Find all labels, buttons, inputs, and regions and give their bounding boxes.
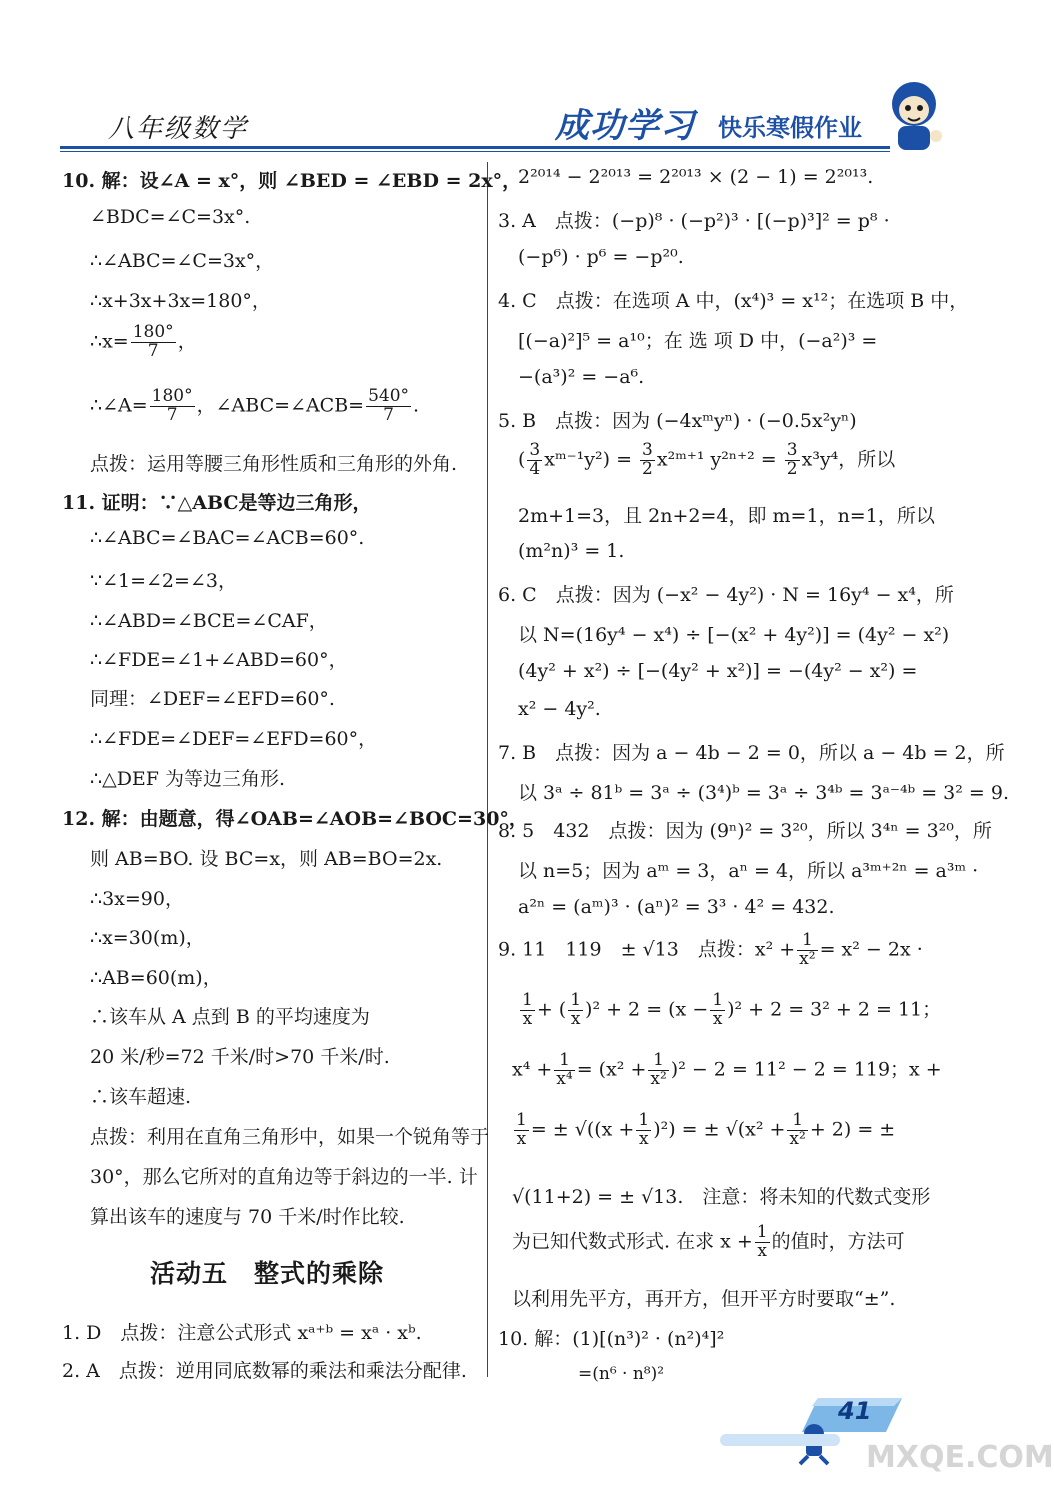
q11-line8: ∴△DEF 为等边三角形.: [90, 768, 286, 790]
r9-l4-b: )²) = ± √(x² +: [653, 1118, 786, 1141]
denominator: x: [516, 1128, 527, 1149]
numerator: 1: [648, 1052, 668, 1071]
numerator: 3: [529, 440, 541, 460]
r9-l4-c: + 2) = ±: [809, 1118, 896, 1141]
q12-tip2: 30°，那么它所对的直角边等于斜边的一半. 计: [90, 1166, 478, 1188]
numerator: 1: [516, 1110, 527, 1130]
q12-line6: ∴该车从 A 点到 B 的平均速度为: [90, 1006, 370, 1028]
brand-title: 成功学习: [555, 106, 695, 146]
numerator: 1: [522, 990, 533, 1010]
watermark: MXQE.COM: [866, 1440, 1054, 1475]
r6-line1: 6. C 点拨：因为 (−x² − 4y²) · N = 16y⁴ − x⁴，所: [498, 584, 954, 606]
fraction: [527, 442, 542, 479]
r4-line1: 4. C 点拨：在选项 A 中，(x⁴)³ = x¹²；在选项 B 中，: [498, 290, 969, 312]
r7-line1: 7. B 点拨：因为 a − 4b − 2 = 0，所以 a − 4b = 2，所: [498, 742, 1005, 764]
q10-tip: 点拨：运用等腰三角形性质和三角形的外角.: [90, 453, 458, 475]
r5-line1: 5. B 点拨：因为 (−4xᵐyⁿ) · (−0.5x²yⁿ): [498, 410, 857, 432]
r9-line1: [498, 932, 923, 969]
r9-l6-a: 为已知代数式形式. 在求 x +: [512, 1230, 753, 1253]
r3-line1: 3. A 点拨：(−p)⁸ · (−p²)³ · [(−p)³]² = p⁸ ·: [498, 210, 890, 232]
r6-line3: (4y² + x²) ÷ [−(4y² + x²)] = −(4y² − x²) =: [518, 660, 918, 682]
denominator: 7: [147, 340, 159, 361]
denominator: 7: [166, 404, 178, 425]
q12-tip3: 算出该车的速度与 70 千米/时作比较.: [90, 1206, 405, 1228]
q10-line6: [90, 388, 419, 425]
q11-line6: 同理：∠DEF=∠EFD=60°.: [90, 688, 335, 710]
r9-l2-b: )² + 2 = (x −: [585, 998, 709, 1021]
r6-line2: 以 N=(16y⁴ − x⁴) ÷ [−(x² + 4y²)] = (4y² − x²): [518, 624, 950, 646]
r8-line2: 以 n=5；因为 aᵐ = 3，aⁿ = 4，所以 a³ᵐ⁺²ⁿ = a³ᵐ ·: [518, 860, 979, 882]
r9-line6: [512, 1224, 905, 1261]
r5-l2-open: (: [518, 448, 526, 471]
r9-l3-c: )² − 2 = 11² − 2 = 119；x +: [670, 1058, 942, 1081]
denominator: x: [522, 1008, 533, 1029]
r4-line3: −(a³)² = −a⁶.: [518, 366, 645, 388]
fraction: [131, 324, 176, 361]
denominator: 4: [529, 458, 541, 479]
q11-line1: 11. 证明：∵△ABC是等边三角形，: [62, 492, 372, 514]
denominator: x²: [789, 1128, 806, 1149]
r5-l2-b: xᵐ⁻¹y²) =: [544, 448, 632, 471]
r8-line1: 8. 5 432 点拨：因为 (9ⁿ)² = 3²⁰，所以 3⁴ⁿ = 3²⁰，所: [498, 820, 992, 842]
r9-line3: [512, 1052, 942, 1089]
q11-line5: ∴∠FDE=∠1+∠ABD=60°，: [90, 649, 348, 671]
r5-line3: 2m+1=3，且 2n+2=4，即 m=1，n=1，所以: [518, 505, 935, 527]
subject-label: 八年级数学: [108, 114, 249, 144]
page-header: [0, 0, 1000, 150]
numerator: 1: [756, 1222, 768, 1242]
denominator: x: [638, 1128, 649, 1149]
column-divider: [487, 162, 488, 1377]
q10-line3: ∴∠ABC=∠C=3x°，: [90, 250, 275, 272]
s1-line: 1. D 点拨：注意公式形式 xᵃ⁺ᵇ = xᵃ · xᵇ.: [62, 1322, 422, 1344]
r9-l3-a: x⁴ +: [512, 1058, 553, 1081]
header-rule: [60, 146, 890, 149]
numerator: 1: [638, 1110, 650, 1130]
numerator: 180°: [151, 386, 193, 406]
numerator: 1: [570, 990, 582, 1010]
brand-subtitle: 快乐寒假作业: [718, 114, 862, 142]
q10-l6-mid: ，∠ABC=∠ACB=: [196, 394, 365, 417]
r9-l1-a: 9. 11 119 ± √13 点拨：x² +: [498, 938, 796, 961]
q12-line1: 12. 解：由题意，得∠OAB=∠AOB=∠BOC=30°，: [62, 808, 528, 830]
speed-streak: [720, 1434, 840, 1446]
q11-line3: ∵∠1=∠2=∠3，: [90, 570, 237, 592]
fraction: [636, 1112, 651, 1149]
numerator: 3: [786, 440, 798, 460]
fraction: [150, 388, 195, 425]
r9-line2: [518, 992, 941, 1029]
fraction: [787, 1112, 807, 1149]
q10-l5-text: ∴x=: [90, 330, 129, 353]
denominator: 2: [642, 458, 653, 479]
r5-l2-e: x³y⁴，所以: [801, 448, 896, 471]
denominator: x: [570, 1008, 581, 1029]
r3-line2: (−p⁶) · p⁶ = −p²⁰.: [518, 246, 684, 268]
numerator: 540°: [368, 386, 410, 406]
q10-line4: ∴x+3x+3x=180°，: [90, 290, 271, 312]
numerator: 1: [712, 990, 724, 1010]
r10-line2: =(n⁶ · n⁸)²: [578, 1364, 665, 1384]
fraction: [366, 388, 411, 425]
section-title: 活动五 整式的乘除: [149, 1259, 384, 1288]
r9-line5: √(11+2) = ± √13. 注意：将未知的代数式变形: [512, 1186, 931, 1208]
q10-line1: 10. 解：设∠A = x°，则 ∠BED = ∠EBD = 2x°，: [62, 170, 522, 192]
denominator: x: [712, 1008, 723, 1029]
r5-line2: [518, 442, 895, 479]
q10-line2: ∠BDC=∠C=3x°.: [90, 206, 251, 228]
r6-line4: x² − 4y².: [518, 698, 601, 720]
fraction: [520, 992, 535, 1029]
r9-l1-b: = x² − 2x ·: [819, 938, 923, 961]
q12-line5: ∴AB=60(m)，: [90, 967, 222, 989]
numerator: 1: [787, 1112, 807, 1131]
r10-line1: 10. 解：(1)[(n³)² · (n²)⁴]²: [498, 1328, 725, 1350]
q11-line7: ∴∠FDE=∠DEF=∠EFD=60°，: [90, 728, 378, 750]
fraction: [568, 992, 583, 1029]
q10-line5: [90, 324, 197, 361]
r5-line4: (m²n)³ = 1.: [518, 540, 625, 562]
denominator: 2: [786, 458, 798, 479]
denominator: x⁴: [556, 1068, 573, 1089]
denominator: x²: [650, 1068, 667, 1089]
q12-line3: ∴3x=90，: [90, 888, 184, 910]
r8-line3: a²ⁿ = (aᵐ)³ · (aⁿ)² = 3³ · 4² = 432.: [518, 896, 835, 918]
r4-line2: [(−a)²]⁵ = a¹⁰；在 选 项 D 中，(−a²)³ =: [518, 330, 878, 352]
q11-line4: ∴∠ABD=∠BCE=∠CAF，: [90, 610, 328, 632]
q10-l5-tail: ，: [177, 330, 197, 353]
q12-line2: 则 AB=BO. 设 BC=x，则 AB=BO=2x.: [90, 848, 443, 870]
numerator: 1: [554, 1052, 574, 1071]
q12-line8: ∴该车超速.: [90, 1086, 192, 1108]
mascot-icon: [884, 76, 946, 156]
fraction: [514, 1112, 529, 1149]
r9-l2-c: )² + 2 = 3² + 2 = 11；: [727, 998, 942, 1021]
q10-l6-tail: .: [413, 394, 420, 417]
r7-line2: 以 3ᵃ ÷ 81ᵇ = 3ᵃ ÷ (3⁴)ᵇ = 3ᵃ ÷ 3⁴ᵇ = 3ᵃ⁻⁴ᵇ = 3² = 9.: [518, 782, 1009, 804]
fraction: [640, 442, 655, 479]
q11-line2: ∴∠ABC=∠BAC=∠ACB=60°.: [90, 527, 365, 549]
r-line0: 2²⁰¹⁴ − 2²⁰¹³ = 2²⁰¹³ × (2 − 1) = 2²⁰¹³.: [518, 166, 874, 188]
r9-l4-a: = ± √((x +: [530, 1118, 635, 1141]
r5-l2-c: x²ᵐ⁺¹ y²ⁿ⁺² =: [656, 448, 777, 471]
numerator: 180°: [132, 322, 174, 342]
s2-line: 2. A 点拨：逆用同底数幂的乘法和乘法分配律.: [62, 1360, 467, 1382]
q12-tip1: 点拨：利用在直角三角形中，如果一个锐角等于: [90, 1126, 490, 1148]
fraction: [710, 992, 725, 1029]
q12-line7: 20 米/秒=72 千米/时>70 千米/时.: [90, 1046, 390, 1068]
denominator: x: [757, 1240, 767, 1261]
numerator: 1: [797, 932, 817, 951]
fraction: [785, 442, 800, 479]
fraction: [554, 1052, 574, 1089]
r9-l2-a: + (: [536, 998, 567, 1021]
r9-l6-b: 的值时，方法可: [771, 1230, 905, 1253]
numerator: 3: [642, 440, 653, 460]
r9-line4: [512, 1112, 895, 1149]
page-number: 41: [838, 1397, 872, 1425]
header-rule-thin: [60, 151, 890, 152]
fraction: [797, 932, 817, 969]
q10-l6-text: ∴∠A=: [90, 394, 148, 417]
q12-line4: ∴x=30(m)，: [90, 927, 205, 949]
fraction: [755, 1224, 770, 1261]
fraction: [648, 1052, 668, 1089]
denominator: 7: [383, 404, 394, 425]
r9-line7: 以利用先平方，再开方，但开平方时要取“±”.: [512, 1288, 896, 1310]
r9-l3-b: = (x² +: [576, 1058, 647, 1081]
denominator: x²: [799, 948, 816, 969]
